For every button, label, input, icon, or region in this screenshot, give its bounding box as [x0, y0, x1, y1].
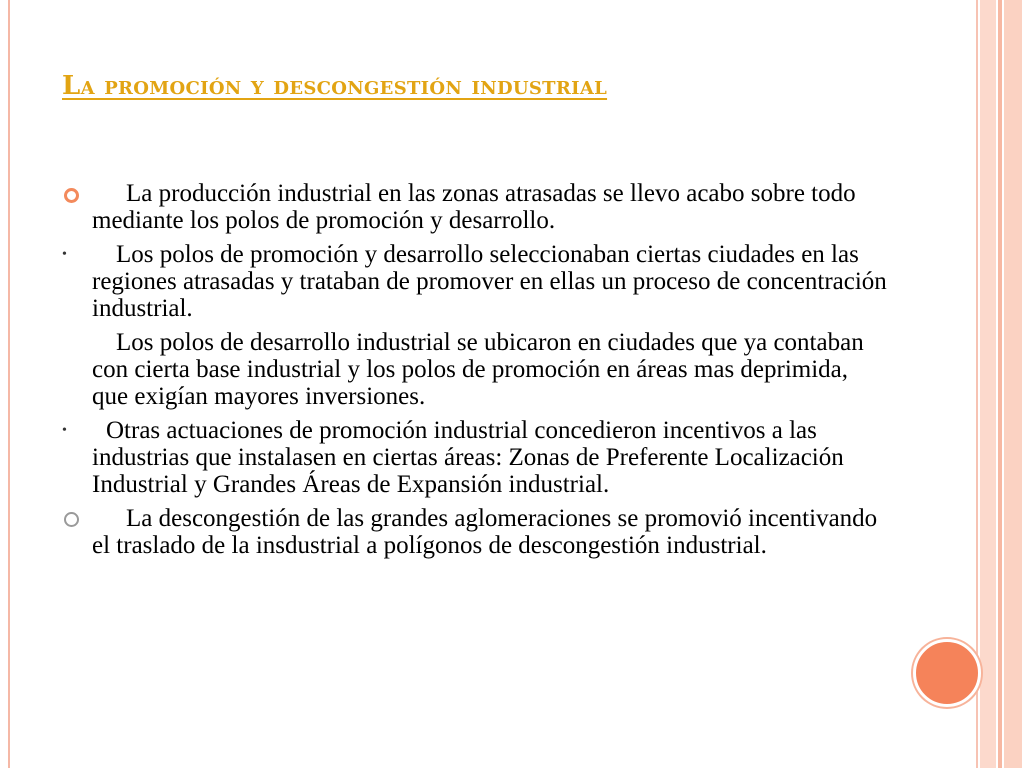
stripe: [980, 0, 996, 768]
paragraph-text: La descongestión de las grandes aglomeraciones se promovió incentivando el traslado de la insdustrial a polígonos de descongestión industrial.: [92, 505, 878, 559]
paragraph-5: [60, 505, 890, 559]
paragraph-3: [60, 329, 890, 410]
paragraph-text: La producción industrial en las zonas atrasadas se llevo acabo sobre todo mediante los polos de promoción y desarrollo.: [92, 180, 856, 234]
left-border-line: [8, 0, 10, 768]
slide-content: [60, 180, 890, 566]
paragraph-2: [60, 241, 890, 322]
paragraph-4: [60, 417, 890, 498]
small-dot-icon: •: [62, 247, 67, 262]
stripe: [976, 0, 978, 768]
orange-circle-icon: [64, 188, 79, 203]
paragraph-1: [60, 180, 890, 234]
paragraph-text: Los polos de desarrollo industrial se ubicaron en ciudades que ya contaban con cierta base industrial y los polos de promoción en áreas mas deprimida, que exigían mayores inversiones.: [92, 329, 864, 410]
slide-title: La promoción y descongestión industrial: [62, 71, 608, 101]
decorative-circle-icon: [913, 639, 981, 707]
stripe: [998, 0, 1002, 768]
paragraph-text: Otras actuaciones de promoción industrial concedieron incentivos a las industrias que instalasen en ciertas áreas: Zonas de Preferente Localización Industrial y Grandes Áreas de Expansión industrial.: [92, 417, 844, 498]
stripe: [1004, 0, 1022, 768]
right-decorative-stripes: [976, 0, 1024, 768]
small-dot-icon: •: [62, 423, 67, 438]
hollow-circle-icon: [64, 512, 79, 527]
paragraph-text: Los polos de promoción y desarrollo seleccionaban ciertas ciudades en las regiones atrasadas y trataban de promover en ellas un proceso de concentración industrial.: [92, 241, 887, 322]
